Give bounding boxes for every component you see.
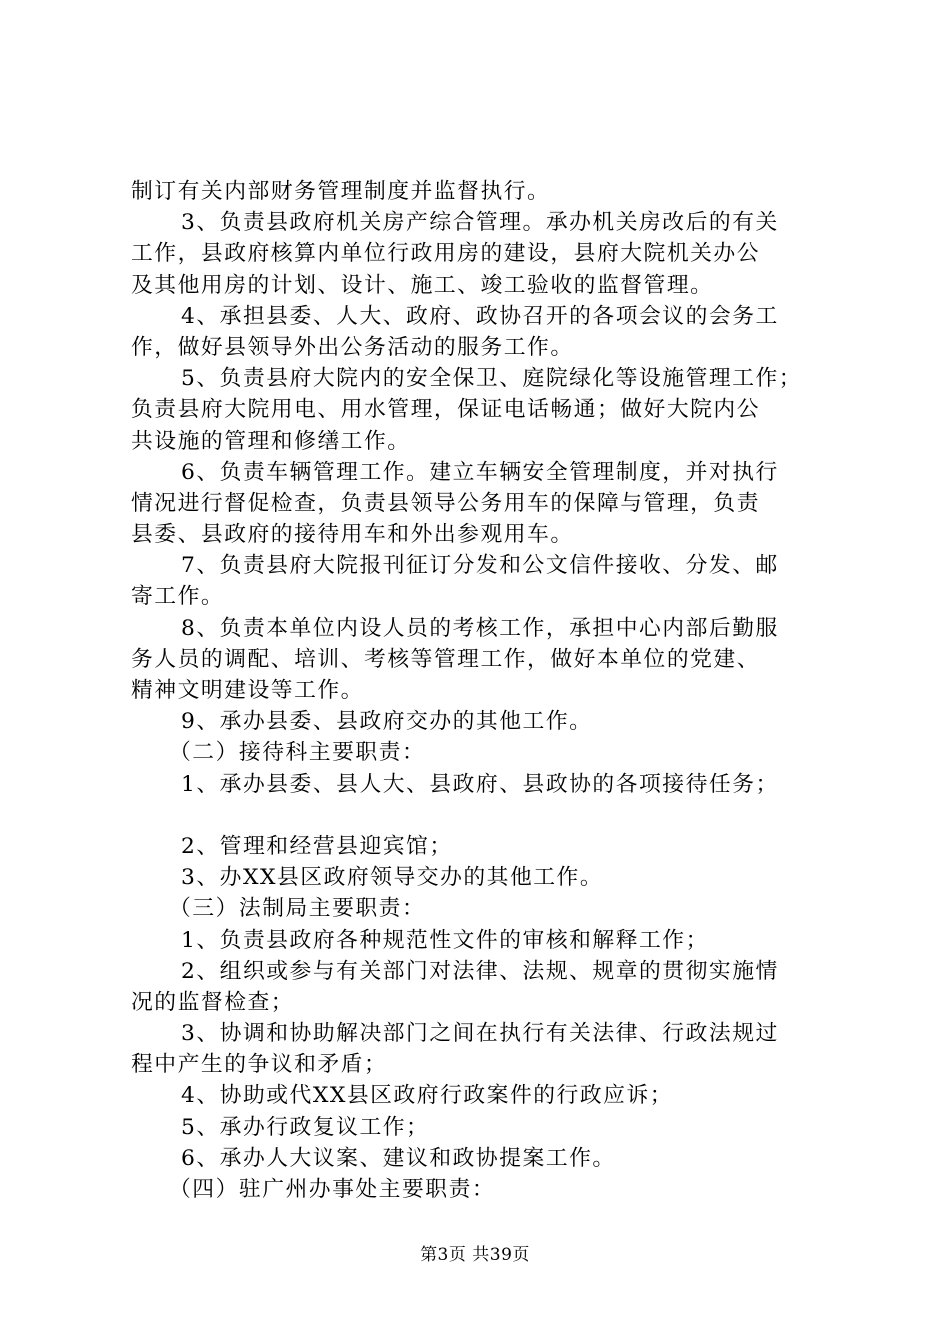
text-line: 3、协调和协助解决部门之间在执行有关法律、行政法规过 — [181, 1021, 779, 1047]
text-line: 共设施的管理和修缮工作。 — [131, 428, 411, 454]
text-line: 寄工作。 — [131, 584, 225, 610]
text-line: 及其他用房的计划、设计、施工、竣工验收的监督管理。 — [131, 272, 714, 298]
section-heading: （二）接待科主要职责： — [169, 740, 426, 766]
text-line: 2、组织或参与有关部门对法律、法规、规章的贯彻实施情 — [181, 958, 779, 984]
text-line: 3、负责县政府机关房产综合管理。承办机关房改后的有关 — [181, 210, 779, 236]
text-line: 9、承办县委、县政府交办的其他工作。 — [181, 709, 593, 735]
text-line: 1、承办县委、县人大、县政府、县政协的各项接待任务； — [181, 771, 779, 797]
text-line: 6、承办人大议案、建议和政协提案工作。 — [181, 1145, 616, 1171]
text-line: 情况进行督促检查，负责县领导公务用车的保障与管理，负责 — [131, 490, 761, 516]
text-line: 作，做好县领导外出公务活动的服务工作。 — [131, 334, 574, 360]
text-line: 况的监督检查； — [131, 989, 295, 1015]
section-heading: （四）驻广州办事处主要职责： — [169, 1177, 496, 1202]
text-line: 6、负责车辆管理工作。建立车辆安全管理制度，并对执行 — [181, 459, 779, 485]
page-number: 第3页 共39页 — [420, 1245, 530, 1265]
text-line: 负责县府大院用电、用水管理，保证电话畅通；做好大院内公 — [131, 397, 761, 423]
text-line: 务人员的调配、培训、考核等管理工作，做好本单位的党建、 — [131, 646, 761, 672]
text-line: 5、负责县府大院内的安全保卫、庭院绿化等设施管理工作； — [181, 366, 803, 392]
text-line: 3、办XX县区政府领导交办的其他工作。 — [181, 865, 604, 891]
text-line: 5、承办行政复议工作； — [181, 1114, 430, 1140]
text-line: 4、承担县委、人大、政府、政协召开的各项会议的会务工 — [181, 303, 779, 329]
text-line: 工作，县政府核算内单位行政用房的建设，县府大院机关办公 — [131, 241, 761, 267]
text-line: 7、负责县府大院报刊征订分发和公文信件接收、分发、邮 — [181, 553, 779, 579]
text-line: 1、负责县政府各种规范性文件的审核和解释工作； — [181, 927, 709, 953]
text-line: 县委、县政府的接待用车和外出参观用车。 — [131, 522, 574, 548]
text-line: 制订有关内部财务管理制度并监督执行。 — [131, 179, 551, 204]
text-line: 精神文明建设等工作。 — [131, 678, 364, 703]
text-line: 程中产生的争议和矛盾； — [131, 1052, 388, 1078]
text-line: 2、管理和经营县迎宾馆； — [181, 833, 453, 859]
document-body — [131, 176, 831, 1205]
text-line: 8、负责本单位内设人员的考核工作，承担中心内部后勤服 — [181, 615, 779, 641]
text-line: 4、协助或代XX县区政府行政案件的行政应诉； — [181, 1083, 674, 1109]
section-heading: （三）法制局主要职责： — [169, 896, 426, 922]
blank-line — [131, 800, 831, 831]
